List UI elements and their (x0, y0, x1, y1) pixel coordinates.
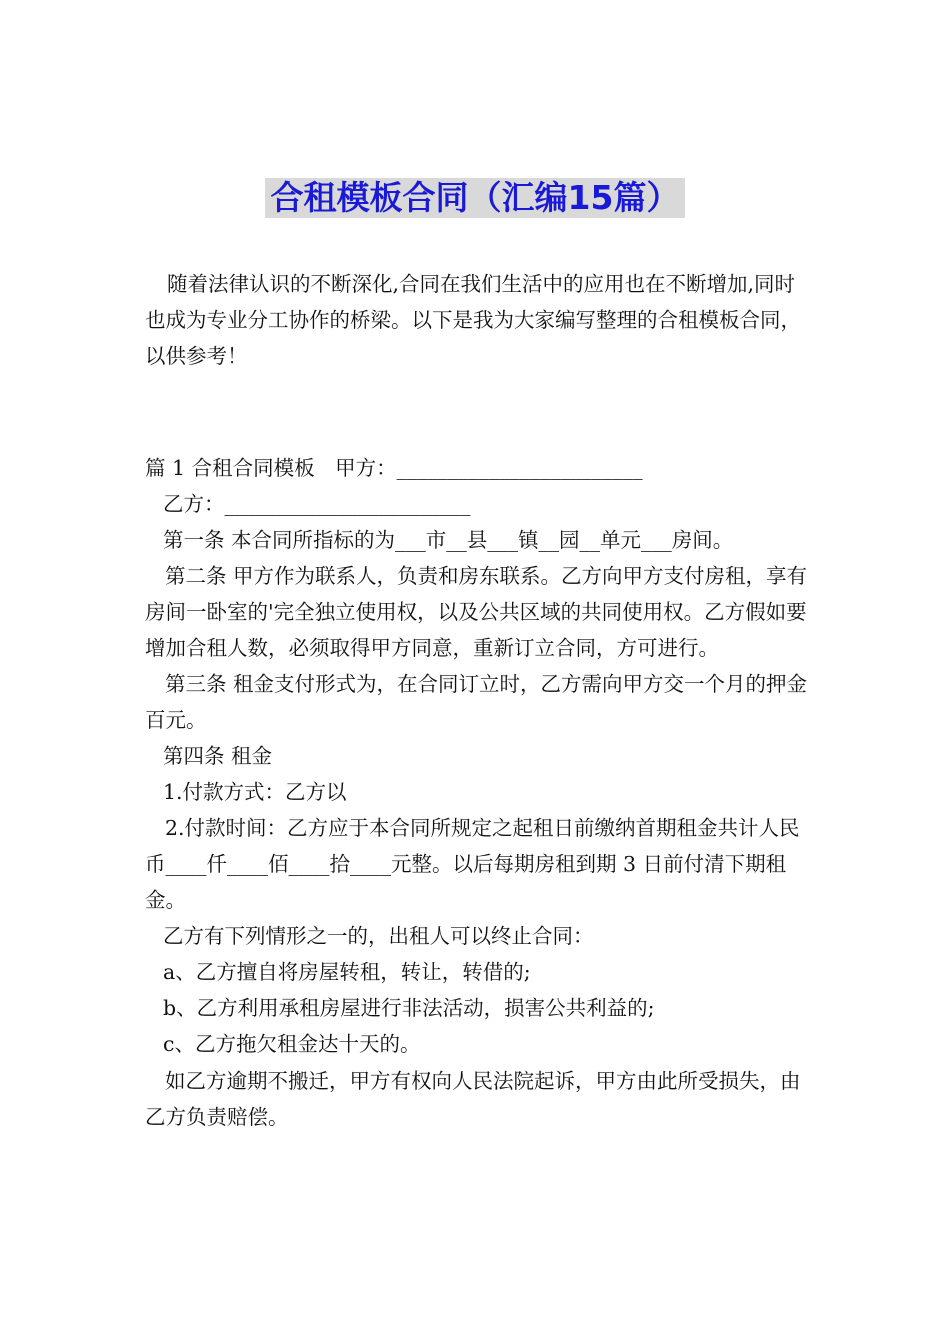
termination-item-b: b、乙方利用承租房屋进行非法活动，损害公共利益的; (163, 996, 655, 1020)
payment-time: 2.付款时间：乙方应于本合同所规定之起租日前缴纳首期租金共计人民币____仟____佰____拾____元整。以后每期房租到期 3 日前付清下期租金。 (145, 816, 800, 912)
party-b-line: 乙方：________________________ (163, 492, 471, 516)
article-4: 第四条 租金 (163, 744, 273, 768)
article-1: 第一条 本合同所指标的为___市__县___镇__园__单元___房间。 (163, 528, 734, 552)
article-2: 第二条 甲方作为联系人，负责和房东联系。乙方向甲方支付房租，享有房间一卧室的'完全独立使用权，以及公共区域的共同使用权。乙方假如要增加合租人数，必须取得甲方同意，重新订立合同，方可进行。 (145, 564, 808, 660)
intro-paragraph: 随着法律认识的不断深化,合同在我们生活中的应用也在不断增加,同时也成为专业分工协作的桥梁。以下是我为大家编写整理的合租模板合同，以供参考！ (145, 272, 801, 368)
termination-item-a: a、乙方擅自将房屋转租，转让，转借的; (163, 960, 531, 984)
payment-method: 1.付款方式：乙方以 (163, 780, 347, 804)
contract-section (145, 450, 810, 1135)
termination-intro: 乙方有下列情形之一的，出租人可以终止合同： (163, 924, 594, 948)
section-heading: 篇 1 合租合同模板 甲方：________________________ (145, 456, 643, 480)
title-container (0, 178, 950, 218)
article-3: 第三条 租金支付形式为，在合同订立时，乙方需向甲方交一个月的押金 百元。 (145, 672, 808, 732)
intro-section (145, 266, 810, 374)
document-title: 合租模板合同（汇编15篇） (265, 178, 686, 218)
termination-item-c: c、乙方拖欠租金达十天的。 (163, 1032, 421, 1056)
overdue-clause: 如乙方逾期不搬迁，甲方有权向人民法院起诉，甲方由此所受损失，由乙方负责赔偿。 (145, 1069, 801, 1129)
